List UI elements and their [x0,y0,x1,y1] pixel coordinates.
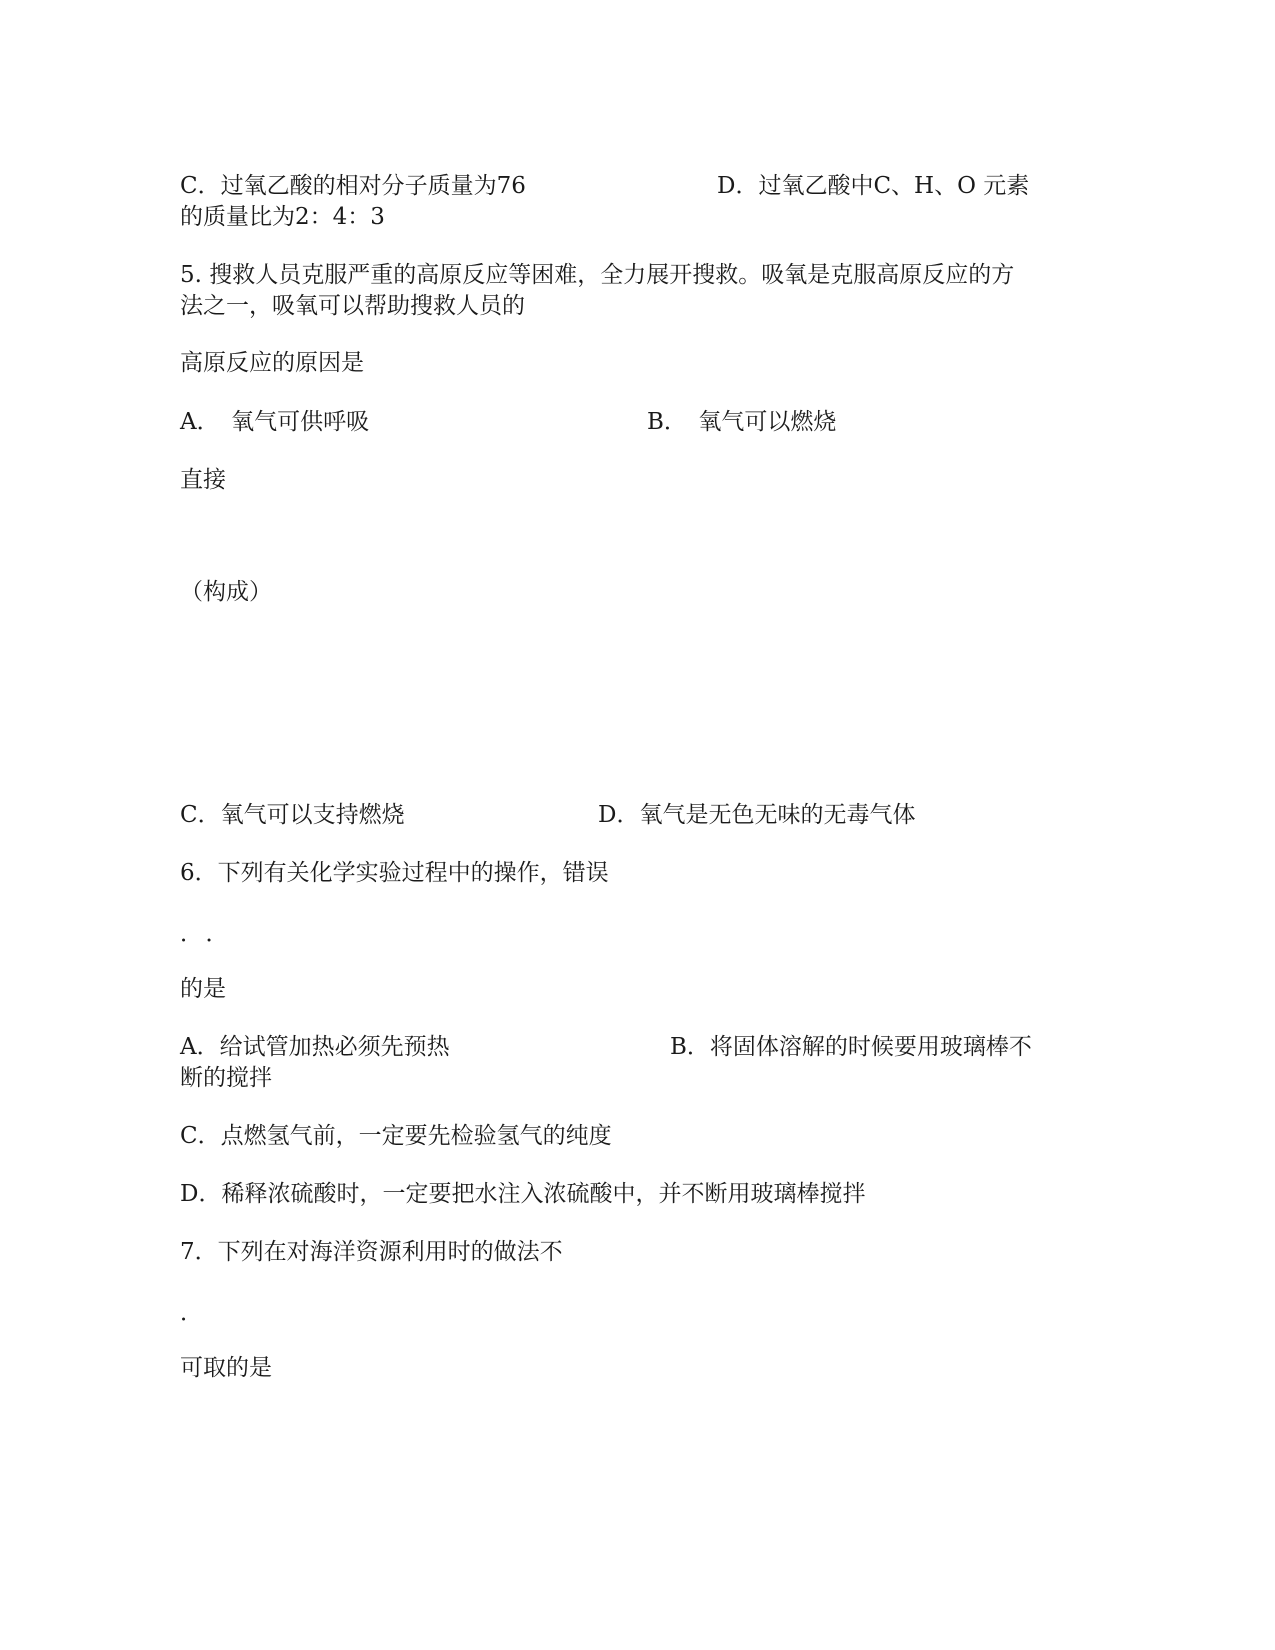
q5-fragment-constitute: （构成） [180,579,272,605]
q5-option-c: C．氧气可以支持燃烧 [180,802,405,828]
q7-stem: 7．下列在对海洋资源利用时的做法不 [180,1239,563,1265]
q6-option-b-continued: 断的搅拌 [180,1065,272,1091]
q6-option-a: A．给试管加热必须先预热 [180,1034,450,1060]
q6-stem-end: 的是 [180,976,226,1002]
q4-option-c: C．过氧乙酸的相对分子质量为76 [180,173,526,199]
q7-stem-end: 可取的是 [180,1355,272,1381]
q4-option-d: D．过氧乙酸中C、H、O 元素 [717,173,1030,199]
q5-stem-line3: 高原反应的原因是 [180,350,364,376]
q6-option-d: D．稀释浓硫酸时，一定要把水注入浓硫酸中，并不断用玻璃棒搅拌 [180,1181,866,1207]
q7-emphasis-dot: ． [180,1300,217,1326]
q6-stem: 6．下列有关化学实验过程中的操作，错误 [180,860,609,886]
q5-option-b: B． 氧气可以燃烧 [647,409,837,435]
q5-option-a: A． 氧气可供呼吸 [180,409,370,435]
q4-option-d-continued: 的质量比为2：4：3 [180,204,385,230]
q6-option-c: C．点燃氢气前，一定要先检验氢气的纯度 [180,1123,612,1149]
q5-option-d: D．氧气是无色无味的无毒气体 [598,802,916,828]
q6-option-b: B．将固体溶解的时候要用玻璃棒不 [670,1034,1032,1060]
q5-stem-line2: 法之一，吸氧可以帮助搜救人员的 [180,293,525,319]
q5-fragment-direct: 直接 [180,467,226,493]
q6-emphasis-dots: ．． [180,921,243,947]
q5-stem-line1: 5. 搜救人员克服严重的高原反应等困难，全力展开搜救。吸氧是克服高原反应的方 [180,262,1015,288]
